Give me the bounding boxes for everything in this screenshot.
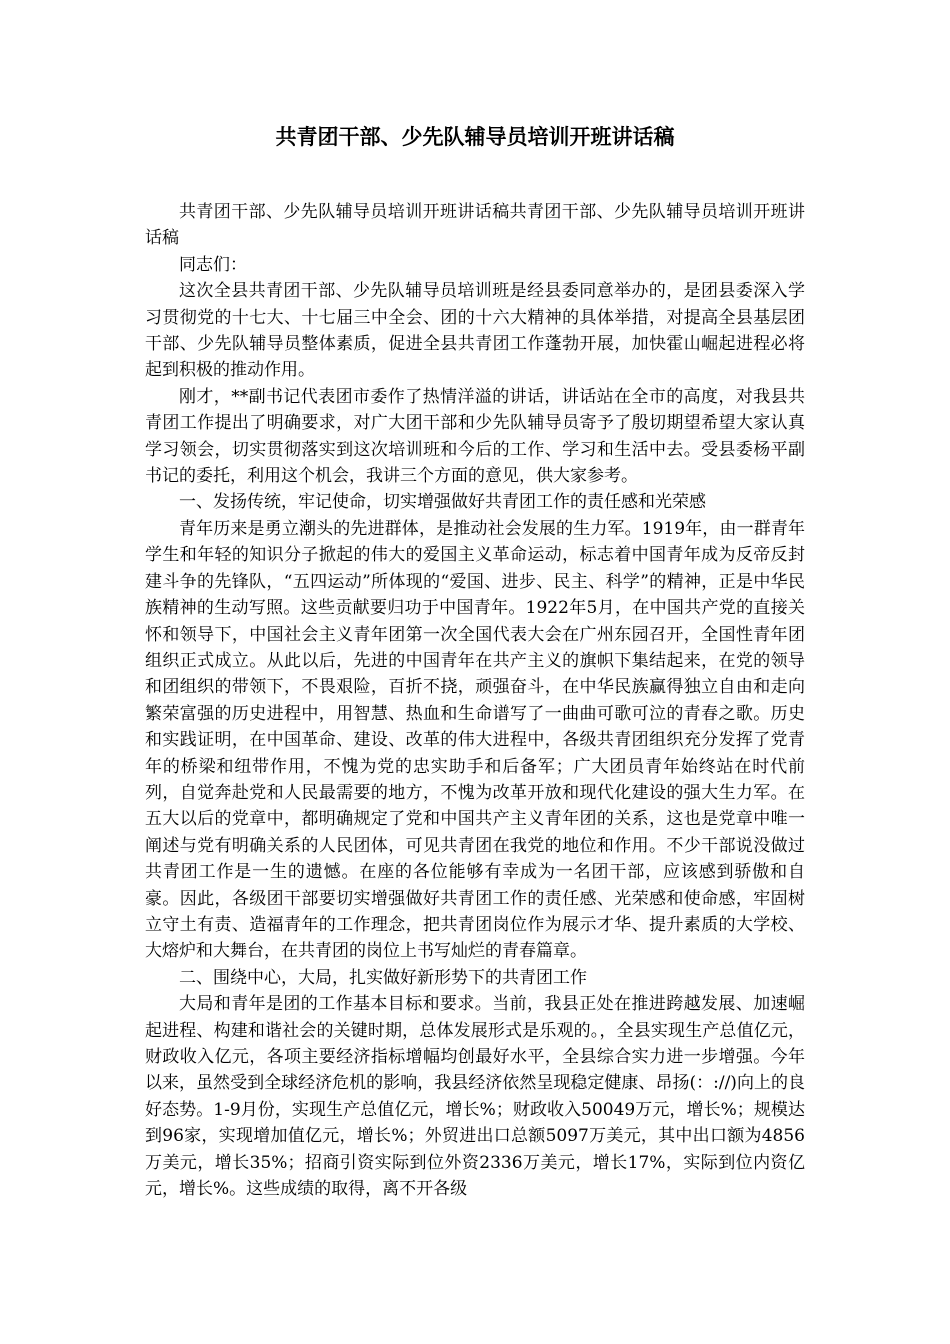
section-heading-2: 二、围绕中心，大局，扎实做好新形势下的共青团工作 <box>179 967 587 988</box>
section-heading-1: 一、发扬传统，牢记使命，切实增强做好共青团工作的责任感和光荣感 <box>179 492 706 513</box>
paragraph-history: 青年历来是勇立潮头的先进群体，是推动社会发展的生力军。1919年，由一群青年学生和年轻的知识分子掀起的伟大的爱国主义革命运动，标志着中国青年成为反帝反封建斗争的先锋队，“五四运动”所体现的“爱国、进步、民主、科学”的精神，正是中华民族精神的生动写照。这些贡献要归功于中国青年。1922年5月，在中国共产党的直接关怀和领导下，中国社会主义青年团第一次全国代表大会在广州东园召开，全国性青年团组织正式成立。从此以后，先进的中国青年在共产主义的旗帜下集结起来，在党的领导和团组织的带领下，不畏艰险，百折不挠，顽强奋斗，在中华民族赢得独立自由和走向繁荣富强的历史进程中，用智慧、热血和生命谱写了一曲曲可歌可泣的青春之歌。历史和实践证明，在中国革命、建设、改革的伟大进程中，各级共青团组织充分发挥了党青年的桥梁和纽带作用，不愧为党的忠实助手和后备军；广大团员青年始终站在时代前列，自觉奔赴党和人民最需要的地方，不愧为改革开放和现代化建设的强大生力军。在五大以后的党章中，都明确规定了党和中国共产主义青年团的关系，这也是党章中唯一阐述与党有明确关系的人民团体，可见共青团在我党的地位和作用。不少干部说没做过共青团工作是一生的遗憾。在座的各位能够有幸成为一名团干部，应该感到骄傲和自豪。因此，各级团干部要切实增强做好共青团工作的责任感、光荣感和使命感，牢固树立守土有责、造福青年的工作理念，把共青团岗位作为展示才华、提升素质的大学校、大熔炉和大舞台，在共青团的岗位上书写灿烂的青春篇章。 <box>145 518 805 962</box>
document-title: 共青团干部、少先队辅导员培训开班讲话稿 <box>275 124 675 149</box>
paragraph-economy: 大局和青年是团的工作基本目标和要求。当前，我县正处在推进跨越发展、加速崛起进程、构建和谐社会的关键时期，总体发展形式是乐观的。，全县实现生产总值亿元，财政收入亿元，各项主要经济指标增幅均创最好水平，全县综合实力进一步增强。今年以来，虽然受到全球经济危机的影响，我县经济依然呈现稳定健康、昂扬(：://)向上的良好态势。1-9月份，实现生产总值亿元，增长%；财政收入50049万元，增长%；规模达到96家，实现增加值亿元，增长%；外贸进出口总额5097万美元，其中出口额为4856万美元，增长35%；招商引资实际到位外资2336万美元，增长17%，实际到位内资亿元，增长%。这些成绩的取得，离不开各级 <box>145 994 805 1200</box>
paragraph-intro: 共青团干部、少先队辅导员培训开班讲话稿共青团干部、少先队辅导员培训开班讲话稿 <box>145 202 805 249</box>
paragraph-opening: 这次全县共青团干部、少先队辅导员培训班是经县委同意举办的，是团县委深入学习贯彻党的十七大、十七届三中全会、团的十六大精神的具体举措，对提高全县基层团干部、少先队辅导员整体素质，促进全县共青团工作蓬勃开展，加快霍山崛起进程必将起到积极的推动作用。 <box>145 281 805 381</box>
paragraph-salutation: 同志们： <box>179 254 247 275</box>
paragraph-remarks: 刚才，**副书记代表团市委作了热情洋溢的讲话，讲话站在全市的高度，对我县共青团工作提出了明确要求，对广大团干部和少先队辅导员寄予了殷切期望希望大家认真学习领会，切实贯彻落实到这次培训班和今后的工作、学习和生活中去。受县委杨平副书记的委托，利用这个机会，我讲三个方面的意见，供大家参考。 <box>145 386 805 487</box>
document-body <box>145 199 805 1202</box>
